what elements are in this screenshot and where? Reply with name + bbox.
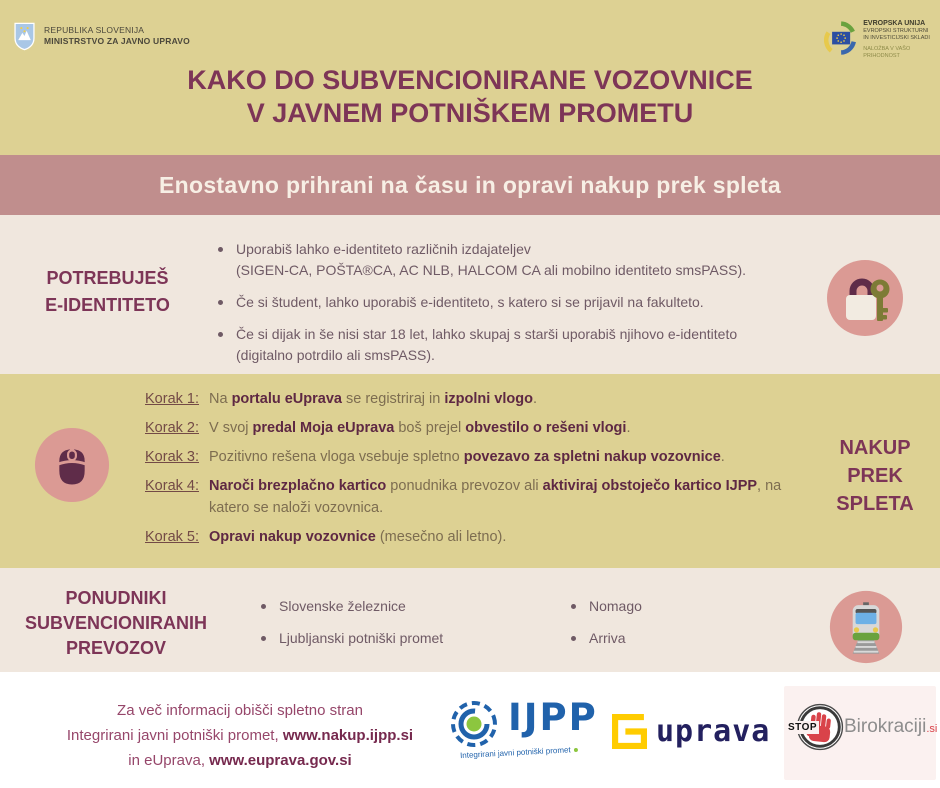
ijpp-swirl-icon (448, 698, 500, 750)
footer-line3 (20, 748, 460, 773)
ijpp-wordmark: IJPP (508, 696, 598, 739)
bullet-line: Nomago (589, 598, 642, 614)
providers-heading (0, 586, 232, 661)
steps-side-label (820, 434, 930, 518)
footer-section (0, 672, 940, 788)
bullet-line: (digitalno potrdilo ali smsPASS). (236, 347, 435, 363)
footer-info (20, 698, 460, 773)
side-label-line3: SPLETA (836, 493, 914, 515)
eid-section (0, 215, 940, 374)
bullet-item (255, 628, 555, 649)
step-row (145, 475, 805, 519)
ijpp-tagline: Integrirani javni potniški promet (460, 745, 578, 760)
birokraciji-text: Birokraciji (844, 716, 927, 737)
euprava-e-icon (612, 714, 647, 749)
step-text: Opravi nakup vozovnice (mesečno ali letno). (209, 529, 507, 545)
birokraciji-wordmark (844, 716, 937, 738)
side-label-line2: PREK (847, 465, 903, 487)
step-text: Pozitivno rešena vloga vsebuje spletno povezavo za spletni nakup vozovnice. (209, 449, 725, 465)
step-label: Korak 1: (145, 391, 199, 407)
title-line2: V JAVNEM POTNIŠKEM PROMETU (246, 98, 694, 128)
step-row (145, 526, 805, 548)
bullet-item (212, 292, 832, 313)
bullet-line: Če si dijak in še nisi star 18 let, lahko skupaj s starši uporabiš njihovo e-identiteto (236, 326, 738, 342)
step-text: V svoj predal Moja eUprava boš prejel obvestilo o rešeni vlogi. (209, 420, 631, 436)
step-text: Naroči brezplačno kartico ponudnika prevozov ali aktiviraj obstoječo kartico IJPP, na katero se naloži vozovnica. (209, 478, 782, 516)
step-row (145, 388, 805, 410)
ministry-logo (14, 22, 190, 51)
bullet-item (212, 324, 832, 366)
euprava-wordmark: uprava (656, 713, 771, 749)
eu-funds-logo (824, 16, 940, 62)
eu-line4: NALOŽBA V VAŠO PRIHODNOST (863, 46, 911, 59)
computer-mouse-icon (33, 426, 111, 504)
bullet-line: Uporabiš lahko e-identiteto različnih izdajateljev (236, 241, 531, 257)
footer-euprava-url: www.euprava.gov.si (209, 752, 352, 769)
footer-line2-text: Integrirani javni potniški promet, (66, 727, 283, 744)
step-label: Korak 3: (145, 449, 199, 465)
train-icon (828, 589, 904, 665)
footer-line3-text: in eUprava, (128, 752, 210, 769)
step-label: Korak 2: (145, 420, 199, 436)
lock-and-key-icon (825, 258, 905, 338)
footer-line2 (20, 723, 460, 748)
bullet-line: Ljubljanski potniški promet (279, 630, 444, 646)
footer-nakup-url: www.nakup.ijpp.si (282, 727, 414, 744)
footer-line1: Za več informacij obišči spletno stran (117, 702, 363, 719)
bullet-item (565, 628, 865, 649)
providers-section (0, 568, 940, 672)
eid-heading-line2: E-IDENTITETO (45, 295, 170, 315)
ijpp-logo (448, 696, 608, 768)
step-text: Na portalu eUprava se registriraj in izpolni vlogo. (209, 391, 537, 407)
providers-column2 (565, 596, 865, 660)
ministry-text (44, 22, 190, 47)
step-row (145, 417, 805, 439)
bullet-line: Slovenske železnice (279, 598, 406, 614)
slovenia-coat-of-arms-icon (14, 22, 35, 51)
step-label: Korak 5: (145, 529, 199, 545)
bullet-item (255, 596, 555, 617)
banner-text: Enostavno prihrani na času in opravi nakup prek spleta (158, 171, 782, 198)
bullet-item (212, 239, 832, 281)
bullet-line: Če si študent, lahko uporabiš e-identiteto, s katero si se prijavil na fakulteto. (236, 294, 704, 310)
birokraciji-si-suffix: .si (926, 723, 938, 735)
ministry-line2: MINISTRSTVO ZA JAVNO UPRAVO (44, 36, 190, 46)
eid-heading (0, 265, 215, 319)
eu-flag-pinwheel-icon (824, 16, 858, 62)
euprava-logo (612, 714, 770, 749)
eu-text (863, 16, 940, 60)
eid-bullet-list (212, 239, 832, 377)
eid-heading-line1: POTREBUJEŠ (46, 268, 169, 288)
step-label: Korak 4: (145, 478, 199, 494)
providers-column1 (255, 596, 555, 660)
banner (0, 155, 940, 215)
bullet-line: Arriva (589, 630, 626, 646)
header-section (0, 0, 940, 155)
providers-heading-line1: PONUDNIKI (65, 588, 167, 608)
side-label-line1: NAKUP (839, 437, 911, 459)
page-title (0, 64, 940, 130)
steps-list (145, 388, 805, 555)
providers-heading-line3: PREVOZOV (65, 638, 167, 658)
ministry-line1: REPUBLIKA SLOVENIJA (44, 25, 145, 35)
stop-birokraciji-logo (784, 686, 936, 780)
eu-line1: EVROPSKA UNIJA (863, 20, 926, 27)
step-row (145, 446, 805, 468)
steps-section (0, 374, 940, 568)
eu-line3: IN INVESTICIJSKI SKLADI (863, 35, 930, 41)
title-line1: KAKO DO SUBVENCIONIRANE VOZOVNICE (187, 65, 753, 95)
stop-word: STOP (788, 722, 818, 733)
bullet-line: (SIGEN-CA, POŠTA®CA, AC NLB, HALCOM CA ali mobilno identiteto smsPASS). (236, 262, 747, 278)
bullet-item (565, 596, 865, 617)
eu-line2: EVROPSKI STRUKTURNI (863, 28, 929, 34)
providers-heading-line2: SUBVENCIONIRANIH (24, 613, 207, 633)
